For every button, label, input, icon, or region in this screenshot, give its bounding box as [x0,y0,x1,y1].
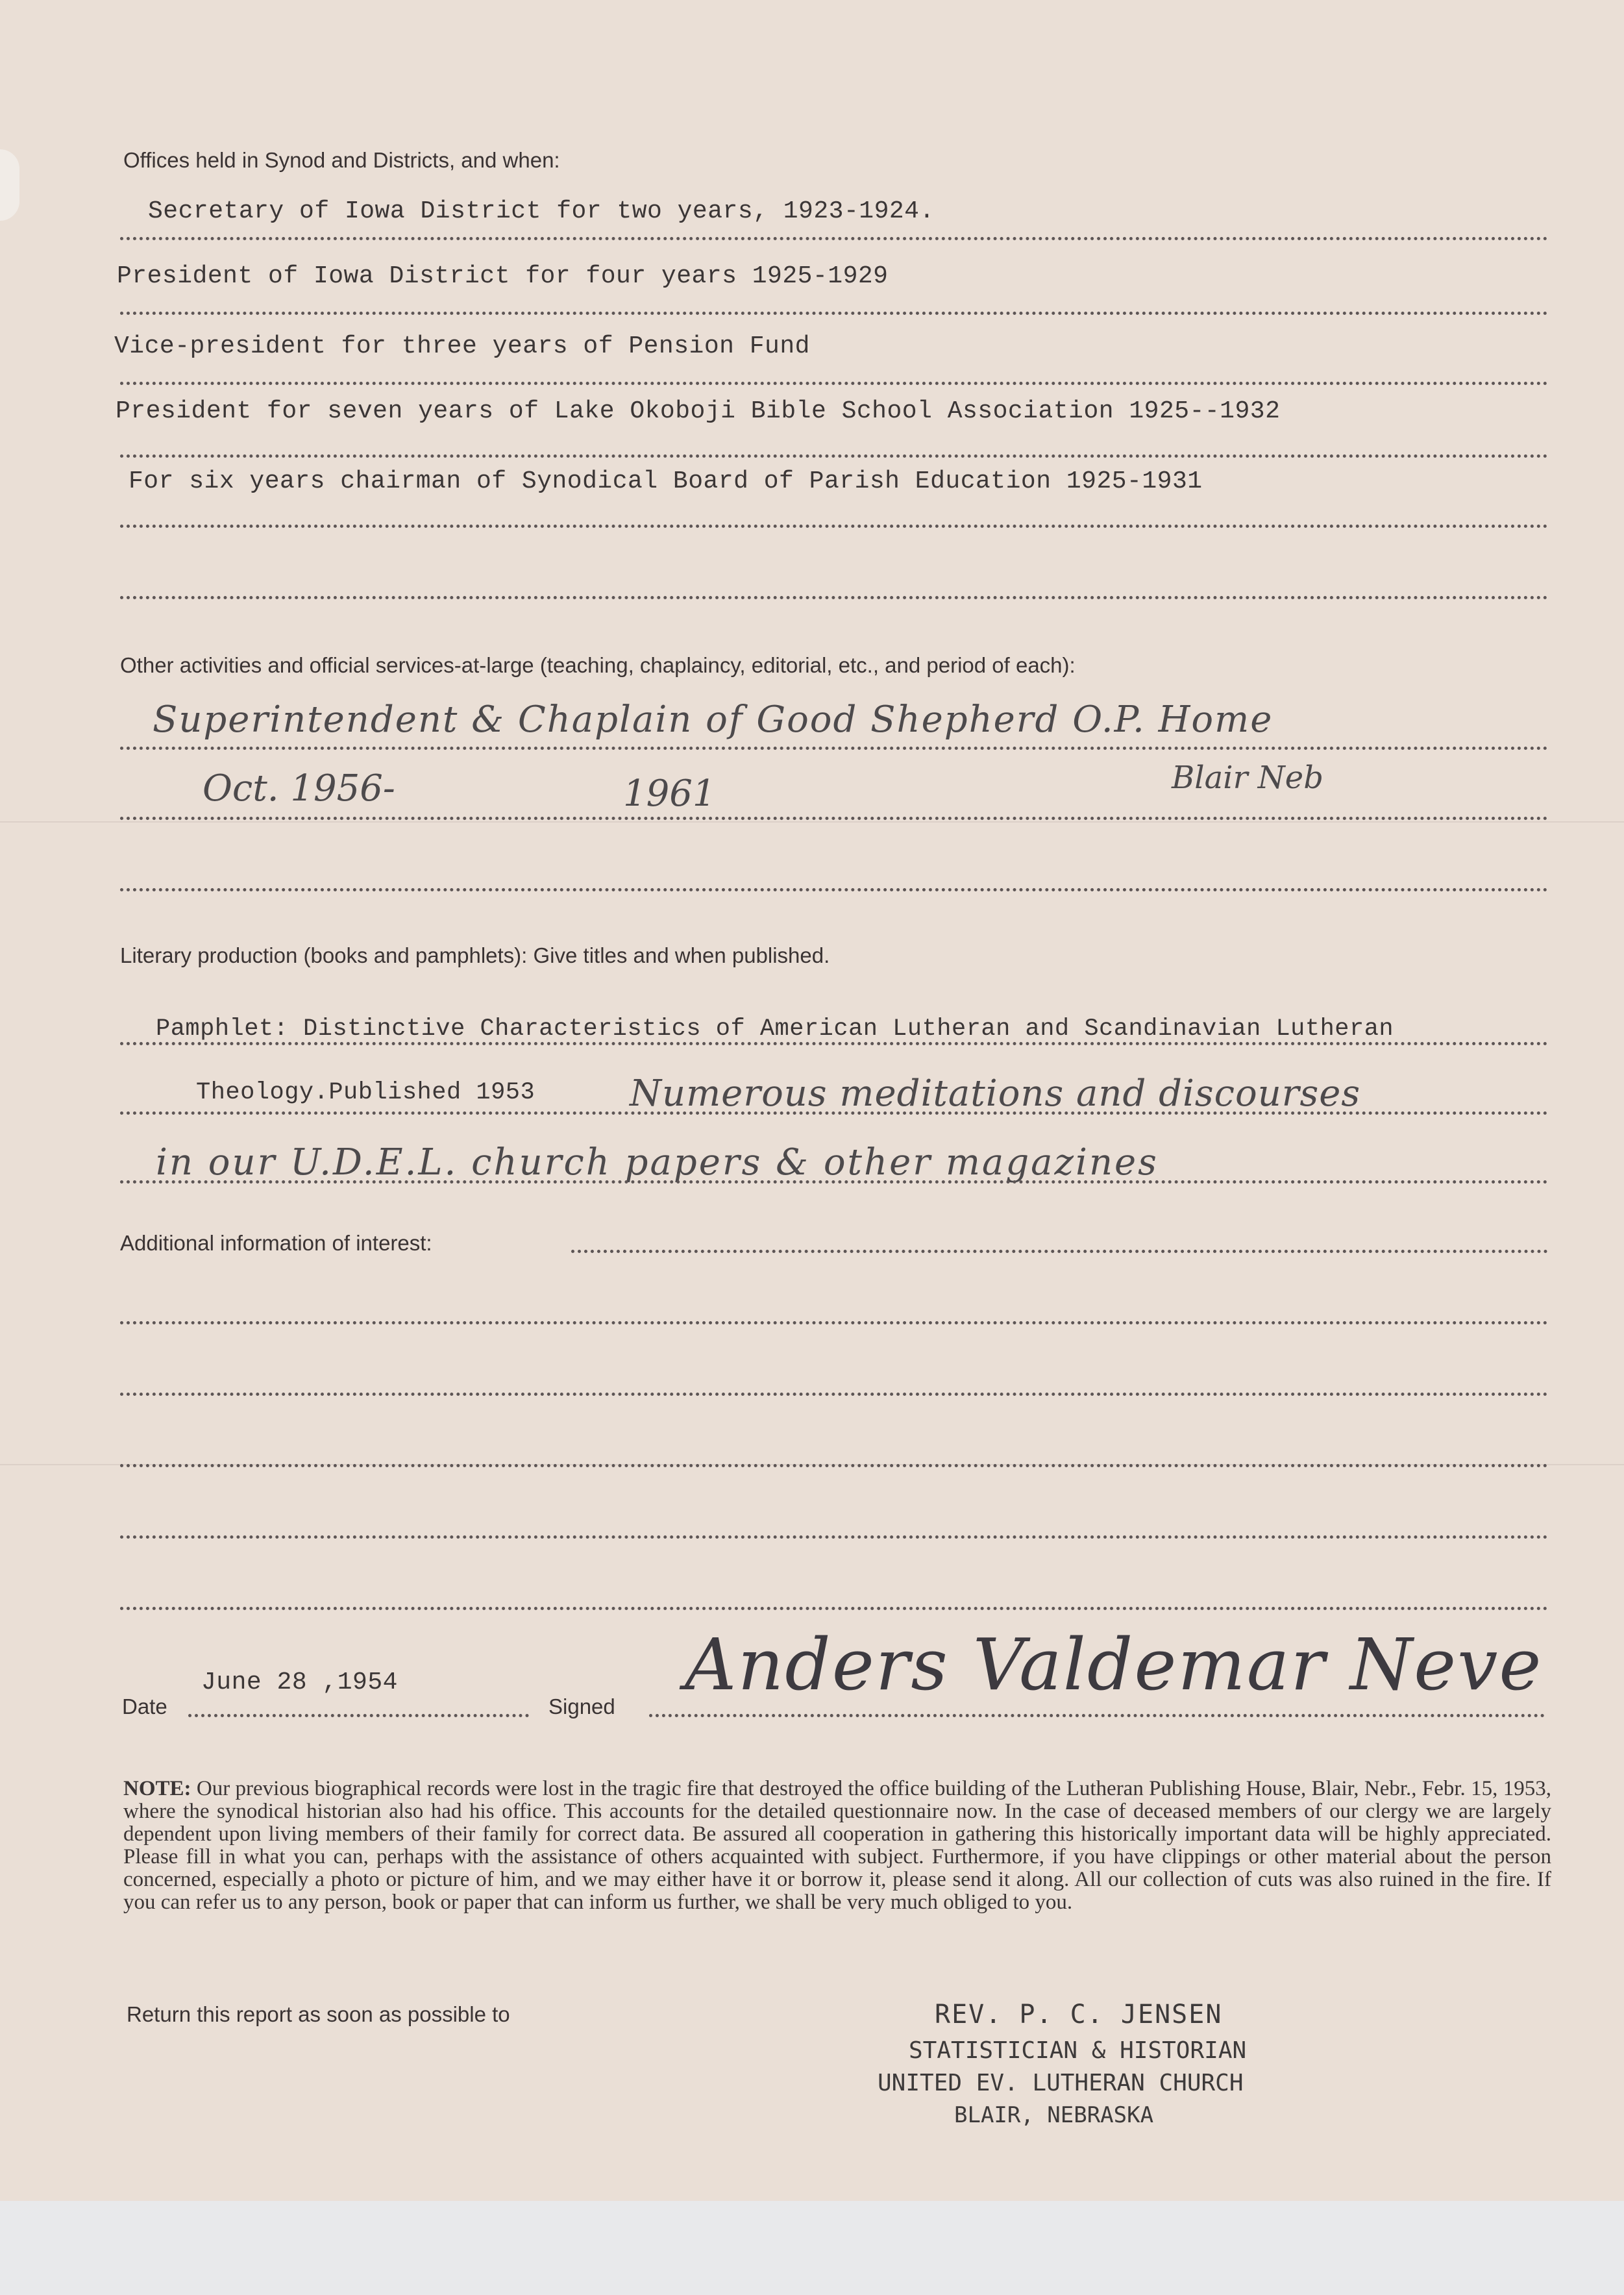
note-heading: NOTE: [123,1777,191,1800]
dotted-line [120,237,1548,240]
activities-start-date: Oct. 1956- [203,767,395,810]
dotted-line [120,1464,1548,1467]
scanner-background [0,2201,1624,2295]
dotted-line [120,1042,1548,1045]
stamp-organization: UNITED EV. LUTHERAN CHURCH [878,2070,1244,2096]
date-value: June 28 ,1954 [201,1669,398,1696]
dotted-line [120,454,1548,458]
dotted-line [120,1393,1548,1396]
office-line-3: Vice-president for three years of Pension Fund [114,332,810,360]
torn-edge-mark [0,149,19,221]
office-line-4: President for seven years of Lake Okoboji Bible School Association 1925--1932 [116,397,1281,425]
signed-label: Signed [548,1694,615,1718]
dotted-line [120,312,1548,315]
activities-label: Other activities and official services-at-large (teaching, chaplaincy, editorial, etc., and period of each): [120,653,1076,677]
dotted-line [120,888,1548,891]
stamp-name: REV. P. C. JENSEN [935,2000,1223,2029]
additional-label: Additional information of interest: [120,1231,432,1255]
dotted-line [120,747,1548,750]
stamp-city: BLAIR, NEBRASKA [954,2102,1154,2128]
dotted-line [120,1321,1548,1324]
paper-crease [0,821,1624,823]
dotted-line [120,817,1548,820]
dotted-line [120,1111,1548,1115]
note-text: Our previous biographical records were lost in the tragic fire that destroyed the office building of the Lutheran Publishing House, Blair, Nebr., Febr. 15, 1953, where the synodical historian also had his office. This accounts for the detailed questionnaire now. In the case of deceased members of our clergy we are largely dependent upon living members of their family for correct data. Be assured all cooperation in gathering this historically important data will be highly appreciated. Please fill in what you can, perhaps with the assistance of others acquainted with subject. Furthermore, if you have clippings or other material about the person concerned, especially a photo or picture of him, and we may either have it or borrow it, please send it along. All our collection of cuts was also ruined in the fire. If you can refer us to any person, book or paper that can inform us further, we shall be very much obliged to you. [123,1777,1552,1914]
literary-label: Literary production (books and pamphlets): Give titles and when published. [120,943,830,967]
dotted-line [120,382,1548,385]
dotted-line [120,1607,1548,1610]
return-label: Return this report as soon as possible to [127,2002,510,2026]
offices-label: Offices held in Synod and Districts, and when: [123,148,560,172]
activities-handwritten-line-1: Superintendent & Chaplain of Good Shepherd O.P. Home [153,699,1273,741]
date-label: Date [122,1694,167,1718]
literary-typed-line-1: Pamphlet: Distinctive Characteristics of American Lutheran and Scandinavian Lutheran [156,1015,1394,1043]
dotted-line [120,1180,1548,1184]
literary-typed-line-2: Theology.Published 1953 [196,1079,535,1106]
note-paragraph [123,1778,1551,1914]
dotted-line [188,1714,529,1717]
signature: Anders Valdemar Neve [685,1623,1543,1706]
activities-end-date: 1961 [623,773,716,815]
dotted-line [120,525,1548,528]
office-line-2: President of Iowa District for four years 1925-1929 [117,262,889,290]
literary-handwritten-line-2: Numerous meditations and discourses [630,1073,1361,1115]
dotted-line [571,1250,1548,1253]
office-line-5: For six years chairman of Synodical Board of Parish Education 1925-1931 [129,467,1203,495]
stamp-title: STATISTICIAN & HISTORIAN [909,2037,1247,2064]
office-line-1: Secretary of Iowa District for two years, 1923-1924. [148,197,935,225]
literary-handwritten-line-3: in our U.D.E.L. church papers & other magazines [156,1141,1159,1184]
activities-place: Blair Neb [1172,760,1323,796]
dotted-line [649,1714,1545,1717]
dotted-line [120,596,1548,599]
dotted-line [120,1535,1548,1539]
